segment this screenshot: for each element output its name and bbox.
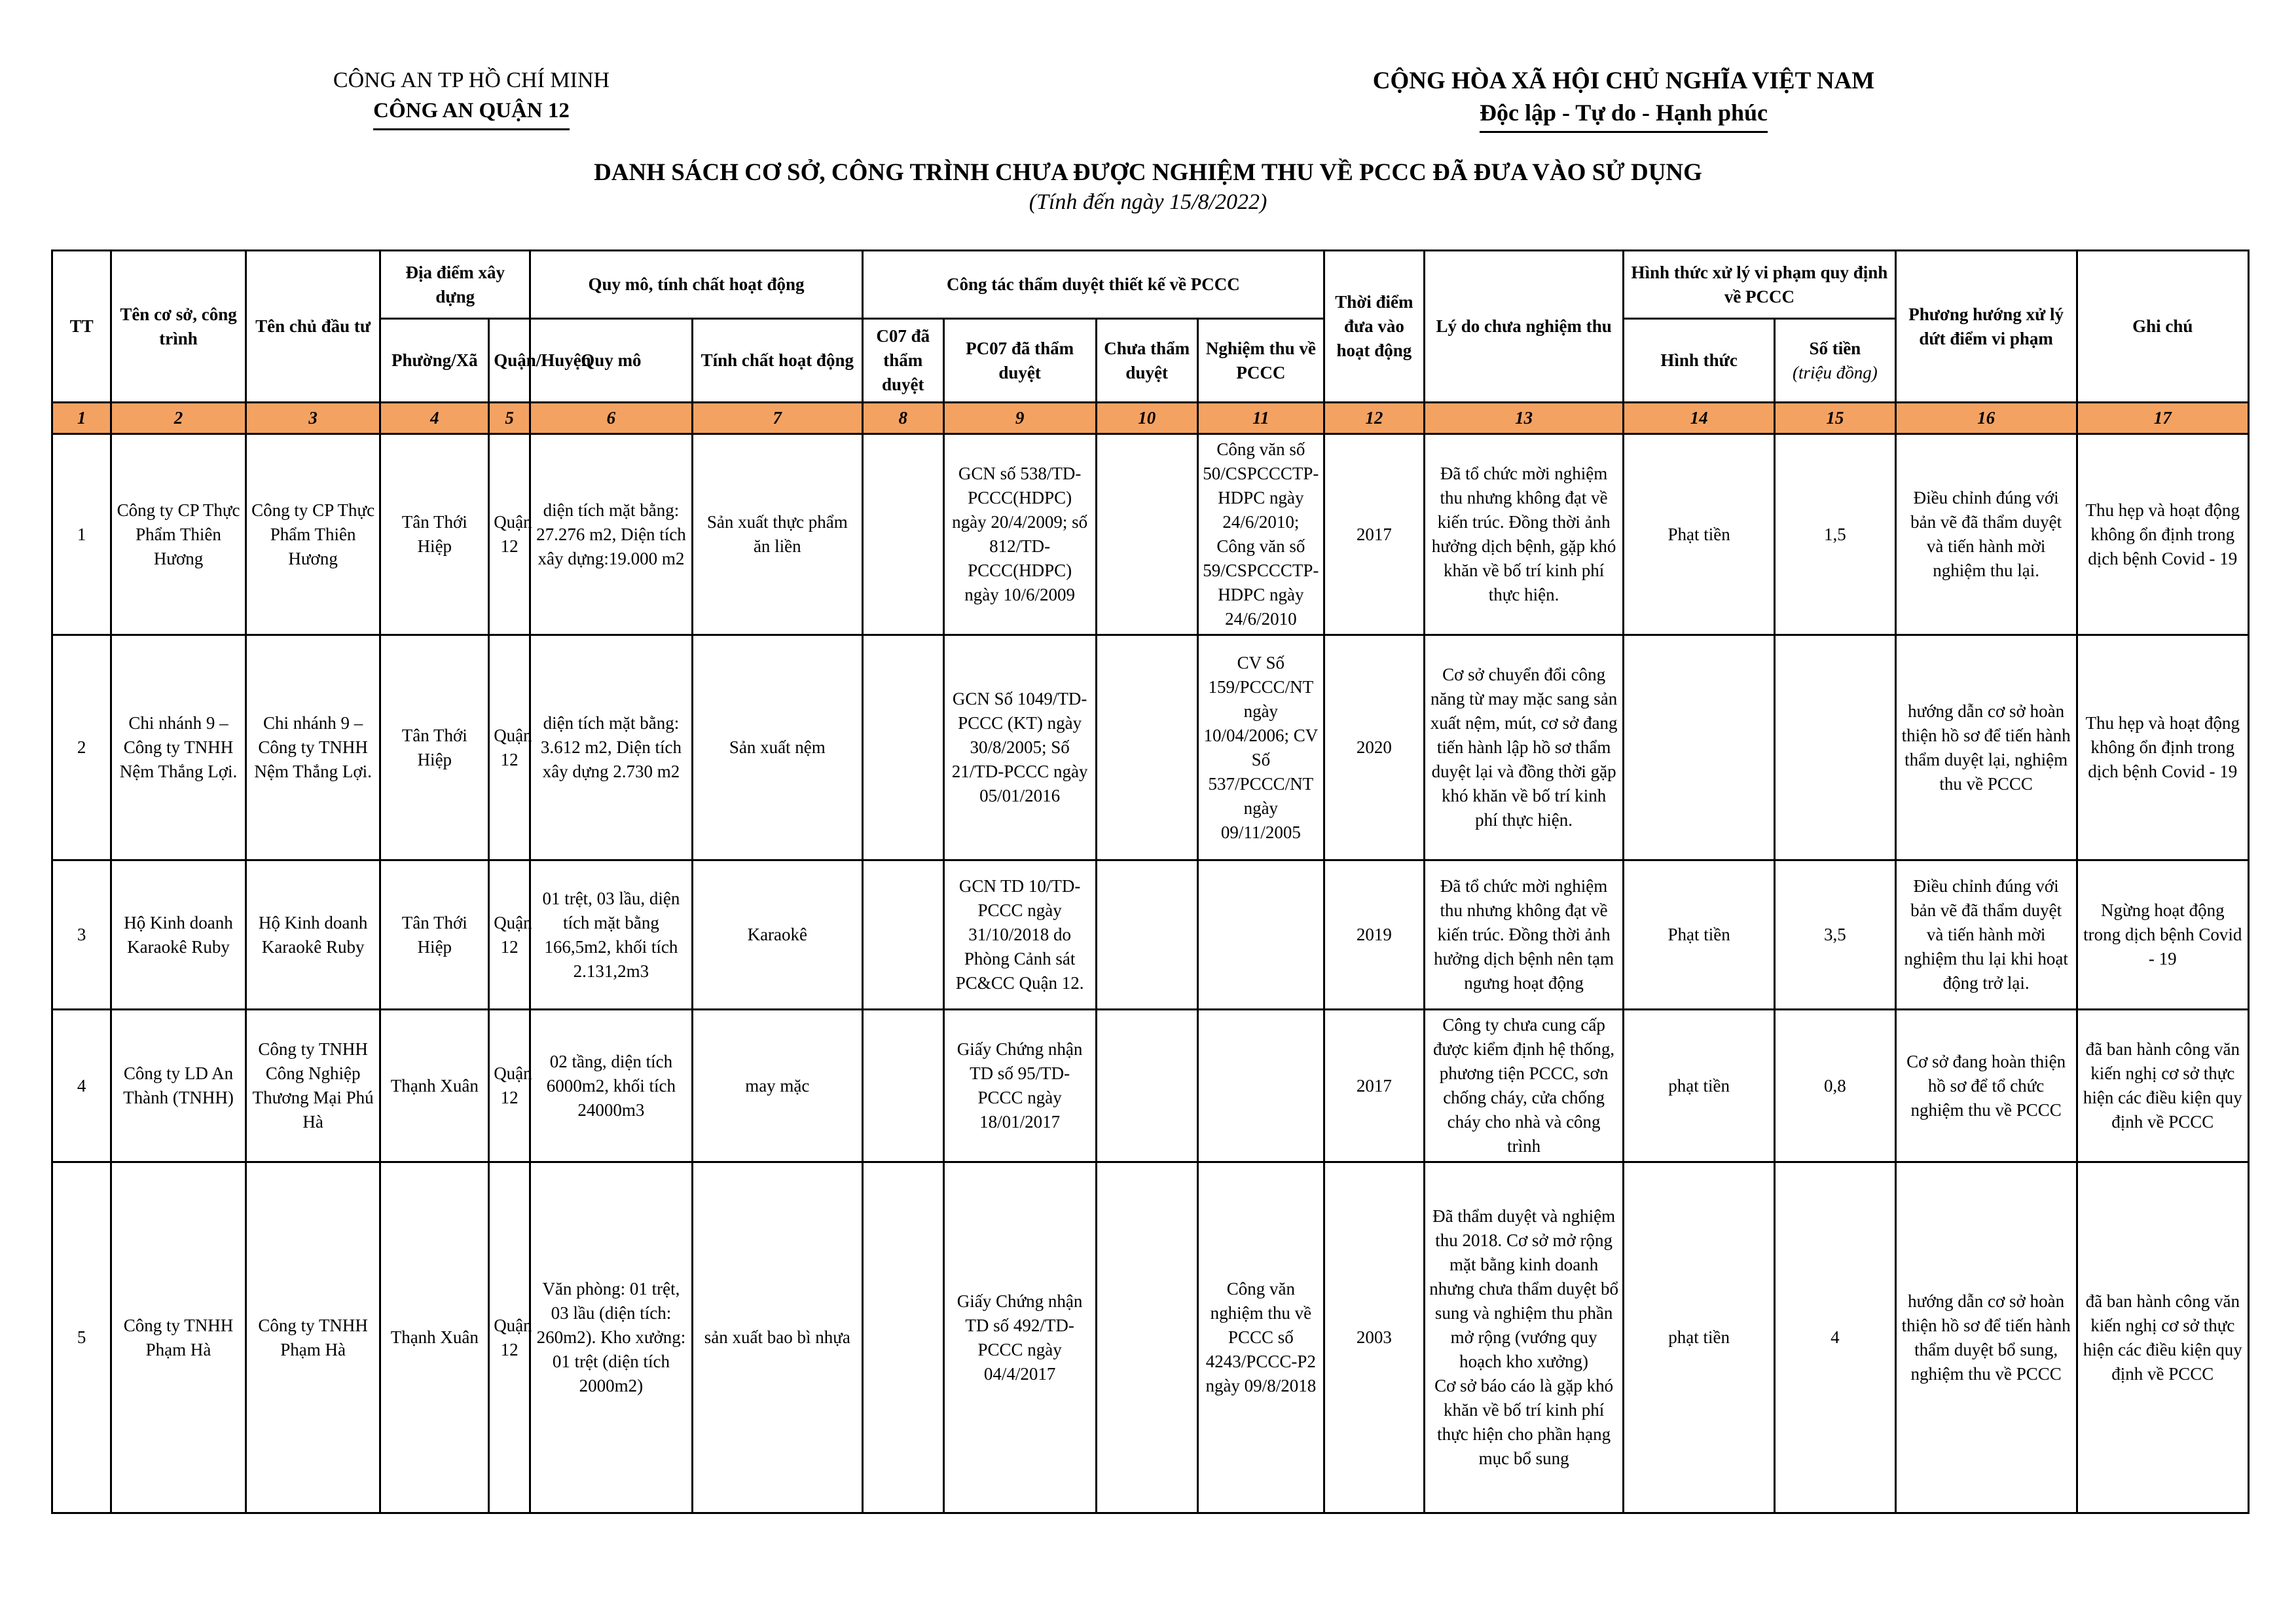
cell-chua-tham-duyet	[1096, 434, 1197, 635]
col-so-tien-unit: (triệu đồng)	[1792, 362, 1878, 382]
cell-hinh-thuc: Phạt tiền	[1624, 434, 1775, 635]
cell-so-tien: 3,5	[1775, 860, 1896, 1010]
cell-phuong-huong: hướng dẫn cơ sở hoàn thiện hồ sơ để tiến hành thẩm duyệt bổ sung, nghiệm thu về PCCC	[1895, 1162, 2077, 1513]
cell-ten-co-so: Chi nhánh 9 – Công ty TNHH Nệm Thắng Lợi.	[111, 635, 246, 860]
index-cell: 13	[1425, 403, 1624, 434]
cell-chu-dau-tu: Công ty TNHH Phạm Hà	[246, 1162, 380, 1513]
cell-tinh-chat: Sản xuất thực phẩm ăn liền	[692, 434, 862, 635]
cell-pc07: GCN TD 10/TD-PCCC ngày 31/10/2018 do Phòng Cảnh sát PC&CC Quận 12.	[943, 860, 1096, 1010]
cell-chu-dau-tu: Công ty TNHH Công Nghiệp Thương Mại Phú Hà	[246, 1010, 380, 1162]
col-xu-ly-group: Hình thức xử lý vi phạm quy định về PCCC	[1624, 251, 1895, 319]
cell-ghi-chu: đã ban hành công văn kiến nghị cơ sở thực hiện các điều kiện quy định về PCCC	[2077, 1010, 2248, 1162]
index-cell: 14	[1624, 403, 1775, 434]
agency-header	[275, 65, 668, 130]
cell-quy-mo: diện tích mặt bằng: 27.276 m2, Diện tích xây dựng:19.000 m2	[530, 434, 693, 635]
cell-nghiem-thu: Công văn số 50/CSPCCCTP-HDPC ngày 24/6/2010; Công văn số 59/CSPCCCTP-HDPC ngày 24/6/2010	[1197, 434, 1324, 635]
cell-nghiem-thu	[1197, 860, 1324, 1010]
col-ghi-chu: Ghi chú	[2077, 251, 2248, 403]
cell-tt: 4	[52, 1010, 111, 1162]
cell-nghiem-thu	[1197, 1010, 1324, 1162]
col-quy-mo: Quy mô	[530, 319, 693, 403]
table-row	[52, 860, 2249, 1010]
table-row	[52, 1010, 2249, 1162]
cell-tt: 1	[52, 434, 111, 635]
col-quy-mo-group: Quy mô, tính chất hoạt động	[530, 251, 863, 319]
index-cell: 16	[1895, 403, 2077, 434]
cell-thoi-diem: 2017	[1324, 1010, 1424, 1162]
cell-phuong-huong: Điều chỉnh đúng với bản vẽ đã thẩm duyệt và tiến hành mời nghiệm thu lại khi hoạt động trở lại.	[1895, 860, 2077, 1010]
cell-ly-do: Đã thẩm duyệt và nghiệm thu 2018. Cơ sở mở rộng mặt bằng kinh doanh nhưng chưa thẩm duyệt bổ sung và nghiệm thu phần mở rộng (vướng quy hoạch kho xưởng) Cơ sở báo cáo là gặp khó khăn về bố trí kinh phí thực hiện cho phần hạng mục bổ sung	[1425, 1162, 1624, 1513]
cell-c07	[862, 635, 943, 860]
cell-hinh-thuc: phạt tiền	[1624, 1162, 1775, 1513]
cell-phuong-xa: Tân Thới Hiệp	[380, 860, 489, 1010]
index-cell: 4	[380, 403, 489, 434]
cell-c07	[862, 860, 943, 1010]
col-tt: TT	[52, 251, 111, 403]
index-cell: 2	[111, 403, 246, 434]
cell-nghiem-thu: CV Số 159/PCCC/NT ngày 10/04/2006; CV Số 537/PCCC/NT ngày 09/11/2005	[1197, 635, 1324, 860]
table-header	[52, 251, 2249, 403]
cell-pc07: Giấy Chứng nhận TD số 492/TD-PCCC ngày 04/4/2017	[943, 1162, 1096, 1513]
col-phuong-huong: Phương hướng xử lý dứt điểm vi phạm	[1895, 251, 2077, 403]
cell-hinh-thuc	[1624, 635, 1775, 860]
cell-thoi-diem: 2020	[1324, 635, 1424, 860]
cell-phuong-huong: hướng dẫn cơ sở hoàn thiện hồ sơ để tiến hành thẩm duyệt lại, nghiệm thu về PCCC	[1895, 635, 2077, 860]
cell-pc07: GCN Số 1049/TD-PCCC (KT) ngày 30/8/2005; Số 21/TD-PCCC ngày 05/01/2016	[943, 635, 1096, 860]
index-cell: 10	[1096, 403, 1197, 434]
cell-phuong-xa: Thạnh Xuân	[380, 1010, 489, 1162]
cell-quy-mo: Văn phòng: 01 trệt, 03 lầu (diện tích: 260m2). Kho xưởng: 01 trệt (diện tích 2000m2)	[530, 1162, 693, 1513]
cell-ly-do: Công ty chưa cung cấp được kiểm định hệ thống, phương tiện PCCC, sơn chống cháy, cửa chống cháy cho nhà và công trình	[1425, 1010, 1624, 1162]
cell-quy-mo: 01 trệt, 03 lầu, diện tích mặt bằng 166,5m2, khối tích 2.131,2m3	[530, 860, 693, 1010]
cell-phuong-xa: Tân Thới Hiệp	[380, 434, 489, 635]
cell-pc07: GCN số 538/TD-PCCC(HDPC) ngày 20/4/2009; số 812/TD-PCCC(HDPC) ngày 10/6/2009	[943, 434, 1096, 635]
document-subtitle: (Tính đến ngày 15/8/2022)	[1029, 190, 1267, 214]
col-pc07: PC07 đã thẩm duyệt	[943, 319, 1096, 403]
col-ten-co-so: Tên cơ sở, công trình	[111, 251, 246, 403]
national-motto: Độc lập - Tự do - Hạnh phúc	[1480, 97, 1768, 133]
cell-hinh-thuc: Phạt tiền	[1624, 860, 1775, 1010]
col-so-tien-label: Số tiền	[1809, 338, 1861, 358]
agency-parent: CÔNG AN TP HỒ CHÍ MINH	[333, 68, 610, 92]
col-quan-huyen: Quận/Huyện	[489, 319, 530, 403]
col-tham-duyet-group: Công tác thẩm duyệt thiết kế về PCCC	[862, 251, 1324, 319]
cell-quy-mo: diện tích mặt bằng: 3.612 m2, Diện tích xây dựng 2.730 m2	[530, 635, 693, 860]
cell-ly-do: Cơ sở chuyển đổi công năng từ may mặc sang sản xuất nệm, mút, cơ sở đang tiến hành lập hồ sơ thẩm duyệt lại và đồng thời gặp khó khăn về bố trí kinh phí thực hiện.	[1425, 635, 1624, 860]
cell-chua-tham-duyet	[1096, 1010, 1197, 1162]
cell-ghi-chu: Thu hẹp và hoạt động không ổn định trong dịch bệnh Covid - 19	[2077, 635, 2248, 860]
index-cell: 1	[52, 403, 111, 434]
national-header	[1336, 65, 1912, 133]
cell-c07	[862, 1010, 943, 1162]
index-cell: 15	[1775, 403, 1896, 434]
national-title: CỘNG HÒA XÃ HỘI CHỦ NGHĨA VIỆT NAM	[1372, 67, 1875, 94]
cell-hinh-thuc: phạt tiền	[1624, 1010, 1775, 1162]
cell-chu-dau-tu: Hộ Kinh doanh Karaokê Ruby	[246, 860, 380, 1010]
cell-quan-huyen: Quận 12	[489, 860, 530, 1010]
cell-tt: 5	[52, 1162, 111, 1513]
index-cell: 9	[943, 403, 1096, 434]
cell-so-tien: 0,8	[1775, 1010, 1896, 1162]
cell-thoi-diem: 2017	[1324, 434, 1424, 635]
index-cell: 5	[489, 403, 530, 434]
cell-chua-tham-duyet	[1096, 860, 1197, 1010]
cell-ghi-chu: đã ban hành công văn kiến nghị cơ sở thực hiện các điều kiện quy định về PCCC	[2077, 1162, 2248, 1513]
col-c07: C07 đã thẩm duyệt	[862, 319, 943, 403]
cell-tinh-chat: sản xuất bao bì nhựa	[692, 1162, 862, 1513]
cell-ly-do: Đã tổ chức mời nghiệm thu nhưng không đạt về kiến trúc. Đồng thời ảnh hưởng dịch bệnh nên tạm ngưng hoạt động	[1425, 860, 1624, 1010]
facility-table	[51, 249, 2250, 1514]
cell-thoi-diem: 2019	[1324, 860, 1424, 1010]
column-index-row	[52, 403, 2249, 434]
cell-chu-dau-tu: Công ty CP Thực Phẩm Thiên Hương	[246, 434, 380, 635]
index-cell: 6	[530, 403, 693, 434]
document-title: DANH SÁCH CƠ SỞ, CÔNG TRÌNH CHƯA ĐƯỢC NGHIỆM THU VỀ PCCC ĐÃ ĐƯA VÀO SỬ DỤNG	[594, 159, 1702, 186]
col-chua-tham-duyet: Chưa thẩm duyệt	[1096, 319, 1197, 403]
col-dia-diem: Địa điểm xây dựng	[380, 251, 530, 319]
index-cell: 11	[1197, 403, 1324, 434]
cell-c07	[862, 1162, 943, 1513]
cell-tt: 2	[52, 635, 111, 860]
cell-so-tien: 1,5	[1775, 434, 1896, 635]
cell-ten-co-so: Công ty LD An Thành (TNHH)	[111, 1010, 246, 1162]
col-ly-do: Lý do chưa nghiệm thu	[1425, 251, 1624, 403]
index-cell: 17	[2077, 403, 2248, 434]
cell-tinh-chat: may mặc	[692, 1010, 862, 1162]
cell-ly-do: Đã tổ chức mời nghiệm thu nhưng không đạt về kiến trúc. Đồng thời ảnh hưởng dịch bệnh, gặp khó khăn về bố trí kinh phí thực hiện.	[1425, 434, 1624, 635]
cell-chua-tham-duyet	[1096, 635, 1197, 860]
index-cell: 7	[692, 403, 862, 434]
cell-tt: 3	[52, 860, 111, 1010]
cell-ten-co-so: Công ty CP Thực Phẩm Thiên Hương	[111, 434, 246, 635]
cell-chu-dau-tu: Chi nhánh 9 – Công ty TNHH Nệm Thắng Lợi.	[246, 635, 380, 860]
table-row	[52, 1162, 2249, 1513]
cell-quan-huyen: Quận 12	[489, 1010, 530, 1162]
col-chu-dau-tu: Tên chủ đầu tư	[246, 251, 380, 403]
agency-name: CÔNG AN QUẬN 12	[373, 96, 570, 130]
col-tinh-chat: Tính chất hoạt động	[692, 319, 862, 403]
cell-quan-huyen: Quận 12	[489, 434, 530, 635]
table-row	[52, 635, 2249, 860]
col-hinh-thuc: Hình thức	[1624, 319, 1775, 403]
cell-quy-mo: 02 tầng, diện tích 6000m2, khối tích 24000m3	[530, 1010, 693, 1162]
cell-tinh-chat: Karaokê	[692, 860, 862, 1010]
cell-so-tien	[1775, 635, 1896, 860]
cell-chua-tham-duyet	[1096, 1162, 1197, 1513]
table-body	[52, 403, 2249, 1513]
cell-ghi-chu: Ngừng hoạt động trong dịch bệnh Covid - 19	[2077, 860, 2248, 1010]
cell-ghi-chu: Thu hẹp và hoạt động không ổn định trong dịch bệnh Covid - 19	[2077, 434, 2248, 635]
cell-ten-co-so: Công ty TNHH Phạm Hà	[111, 1162, 246, 1513]
cell-phuong-xa: Tân Thới Hiệp	[380, 635, 489, 860]
index-cell: 3	[246, 403, 380, 434]
cell-phuong-huong: Điều chỉnh đúng với bản vẽ đã thẩm duyệt và tiến hành mời nghiệm thu lại.	[1895, 434, 2077, 635]
col-nghiem-thu: Nghiệm thu về PCCC	[1197, 319, 1324, 403]
cell-quan-huyen: Quận 12	[489, 635, 530, 860]
cell-so-tien: 4	[1775, 1162, 1896, 1513]
index-cell: 8	[862, 403, 943, 434]
table-row	[52, 434, 2249, 635]
col-so-tien	[1775, 319, 1896, 403]
cell-phuong-xa: Thạnh Xuân	[380, 1162, 489, 1513]
col-phuong-xa: Phường/Xã	[380, 319, 489, 403]
cell-tinh-chat: Sản xuất nệm	[692, 635, 862, 860]
col-thoi-diem: Thời điểm đưa vào hoạt động	[1324, 251, 1424, 403]
cell-ten-co-so: Hộ Kinh doanh Karaokê Ruby	[111, 860, 246, 1010]
index-cell: 12	[1324, 403, 1424, 434]
cell-phuong-huong: Cơ sở đang hoàn thiện hồ sơ để tổ chức nghiệm thu về PCCC	[1895, 1010, 2077, 1162]
cell-c07	[862, 434, 943, 635]
cell-pc07: Giấy Chứng nhận TD số 95/TD-PCCC ngày 18/01/2017	[943, 1010, 1096, 1162]
cell-quan-huyen: Quận 12	[489, 1162, 530, 1513]
cell-nghiem-thu: Công văn nghiệm thu về PCCC số 4243/PCCC-P2 ngày 09/8/2018	[1197, 1162, 1324, 1513]
cell-thoi-diem: 2003	[1324, 1162, 1424, 1513]
